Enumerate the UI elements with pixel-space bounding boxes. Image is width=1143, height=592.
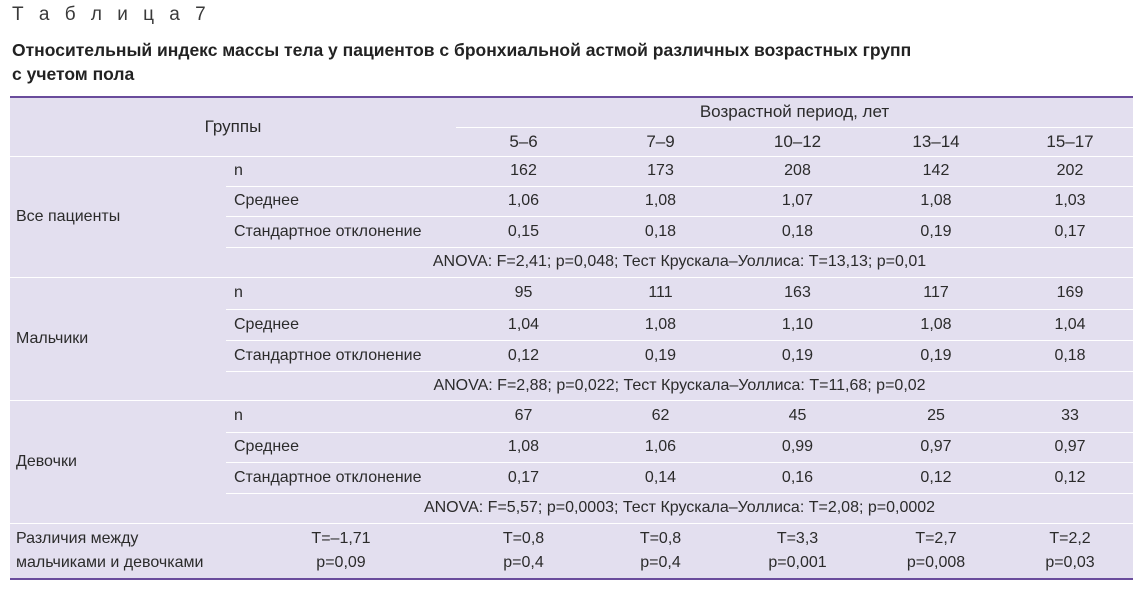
stat-label-n: n [226, 400, 456, 432]
stat-label-sd: Стандартное отклонение [226, 462, 456, 493]
cell-value: 0,17 [1007, 216, 1133, 247]
difference-label-line-1: Различия между [16, 529, 139, 547]
stat-label-mean: Среднее [226, 309, 456, 340]
difference-p: p=0,09 [316, 553, 366, 571]
difference-t: T=–1,71 [311, 529, 371, 547]
cell-value: 173 [591, 156, 730, 186]
cell-value: 25 [865, 400, 1007, 432]
cell-value: 0,19 [591, 340, 730, 371]
header-age: 15–17 [1007, 127, 1133, 156]
header-age: 7–9 [591, 127, 730, 156]
group-label-girls: Девочки [10, 400, 226, 523]
header-age-period: Возрастной период, лет [456, 97, 1133, 127]
cell-value: 162 [456, 156, 591, 186]
cell-value: 0,14 [591, 462, 730, 493]
cell-value: 0,17 [456, 462, 591, 493]
difference-p: p=0,4 [503, 553, 544, 571]
group-label-all: Все пациенты [10, 156, 226, 277]
cell-value: 95 [456, 277, 591, 309]
difference-label-line-2: мальчиками и девочками [16, 553, 204, 571]
cell-value: 1,08 [456, 432, 591, 462]
cell-value: 0,97 [1007, 432, 1133, 462]
cell-value: 1,06 [591, 432, 730, 462]
difference-age [865, 523, 1007, 579]
stat-label-mean: Среднее [226, 432, 456, 462]
cell-value: 1,04 [1007, 309, 1133, 340]
cell-value: 0,16 [730, 462, 865, 493]
cell-value: 208 [730, 156, 865, 186]
stat-label-mean: Среднее [226, 186, 456, 216]
cell-value: 1,04 [456, 309, 591, 340]
table-caption: Т а б л и ц а 7 [12, 4, 211, 25]
cell-value: 0,19 [865, 340, 1007, 371]
cell-value: 142 [865, 156, 1007, 186]
bmi-table [10, 96, 1133, 580]
difference-age [1007, 523, 1133, 579]
group-label-boys: Мальчики [10, 277, 226, 400]
header-age: 5–6 [456, 127, 591, 156]
cell-value: 1,08 [591, 309, 730, 340]
header-age: 13–14 [865, 127, 1007, 156]
cell-value: 0,12 [1007, 462, 1133, 493]
anova-result: ANOVA: F=2,41; p=0,048; Тест Крускала–Уоллиса: T=13,13; p=0,01 [226, 247, 1133, 277]
anova-result: ANOVA: F=2,88; p=0,022; Тест Крускала–Уоллиса: T=11,68; p=0,02 [226, 371, 1133, 400]
cell-value: 67 [456, 400, 591, 432]
cell-value: 1,03 [1007, 186, 1133, 216]
cell-value: 0,99 [730, 432, 865, 462]
header-row-1 [10, 97, 1133, 127]
difference-p: p=0,4 [640, 553, 681, 571]
header-groups: Группы [10, 97, 456, 156]
cell-value: 163 [730, 277, 865, 309]
table-title-line-1: Относительный индекс массы тела у пациентов с бронхиальной астмой различных возрастных групп [12, 40, 912, 60]
cell-value: 1,10 [730, 309, 865, 340]
cell-value: 62 [591, 400, 730, 432]
difference-t: T=2,2 [1049, 529, 1091, 547]
cell-value: 0,12 [456, 340, 591, 371]
cell-value: 202 [1007, 156, 1133, 186]
cell-value: 0,19 [730, 340, 865, 371]
table-row [10, 400, 1133, 432]
header-age: 10–12 [730, 127, 865, 156]
difference-row [10, 523, 1133, 579]
cell-value: 33 [1007, 400, 1133, 432]
stat-label-n: n [226, 156, 456, 186]
cell-value: 0,15 [456, 216, 591, 247]
cell-value: 1,06 [456, 186, 591, 216]
cell-value: 169 [1007, 277, 1133, 309]
cell-value: 1,08 [591, 186, 730, 216]
cell-value: 0,19 [865, 216, 1007, 247]
cell-value: 45 [730, 400, 865, 432]
table-row [10, 277, 1133, 309]
cell-value: 0,18 [730, 216, 865, 247]
difference-age [591, 523, 730, 579]
difference-t: T=2,7 [915, 529, 957, 547]
cell-value: 117 [865, 277, 1007, 309]
cell-value: 111 [591, 277, 730, 309]
cell-value: 0,97 [865, 432, 1007, 462]
difference-p: p=0,001 [768, 553, 827, 571]
cell-value: 1,08 [865, 309, 1007, 340]
stat-label-sd: Стандартное отклонение [226, 216, 456, 247]
difference-t: T=0,8 [639, 529, 682, 547]
table-title-line-2: с учетом пола [12, 64, 135, 84]
table-title [12, 38, 1122, 86]
cell-value: 0,18 [1007, 340, 1133, 371]
difference-p: p=0,008 [906, 553, 966, 571]
difference-label [10, 523, 226, 579]
difference-overall [226, 523, 456, 579]
stat-label-sd: Стандартное отклонение [226, 340, 456, 371]
anova-result: ANOVA: F=5,57; p=0,0003; Тест Крускала–Уоллиса: T=2,08; p=0,0002 [226, 493, 1133, 523]
cell-value: 0,18 [591, 216, 730, 247]
stat-label-n: n [226, 277, 456, 309]
difference-age [456, 523, 591, 579]
difference-p: p=0,03 [1045, 553, 1095, 571]
table-row [10, 156, 1133, 186]
cell-value: 1,07 [730, 186, 865, 216]
difference-t: T=0,8 [502, 529, 545, 547]
cell-value: 1,08 [865, 186, 1007, 216]
difference-age [730, 523, 865, 579]
difference-t: T=3,3 [776, 529, 819, 547]
cell-value: 0,12 [865, 462, 1007, 493]
